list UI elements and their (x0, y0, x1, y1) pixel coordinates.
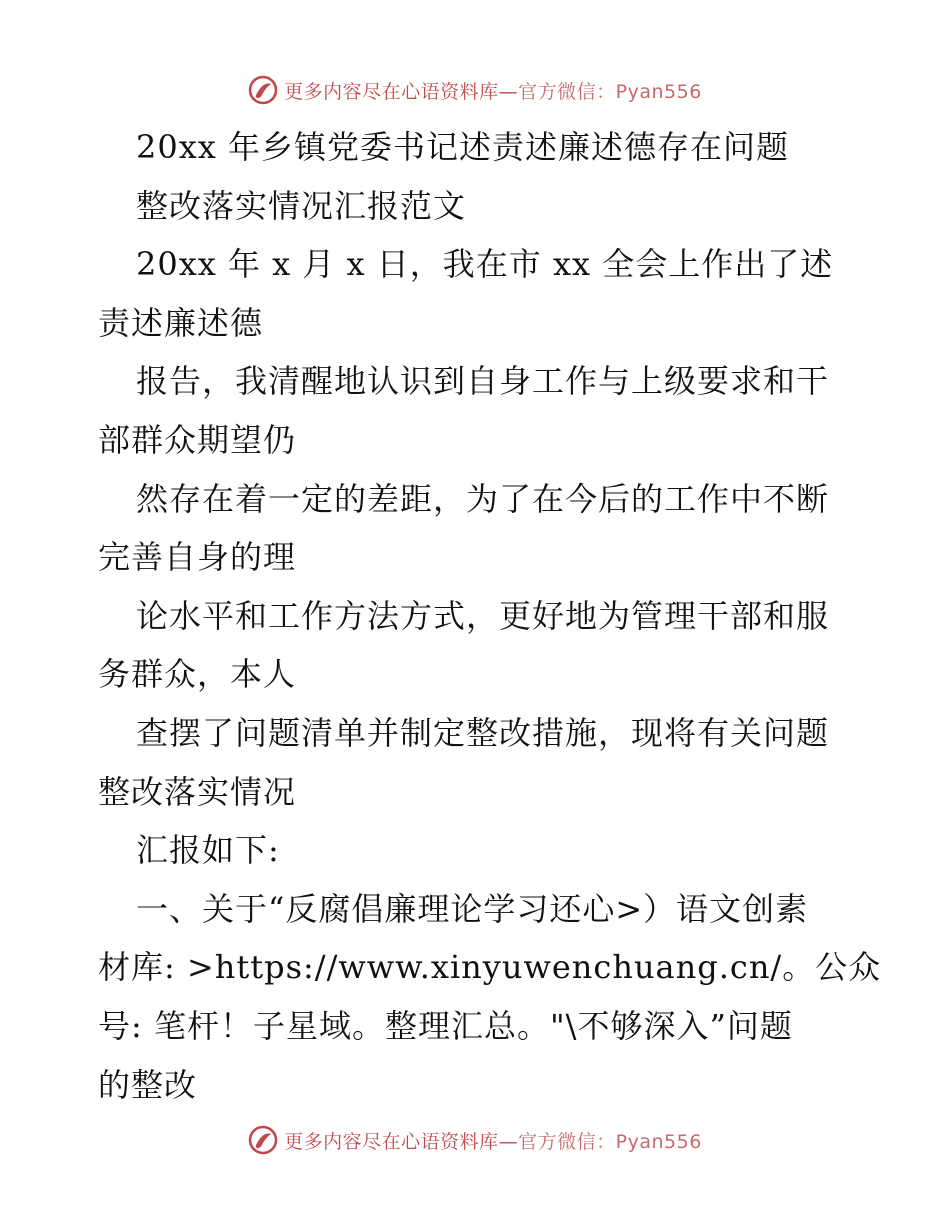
banner-text (284, 1127, 702, 1154)
banner-wechat-text: 官方微信：Pyan556 (518, 80, 702, 103)
text-line: 查摆了问题清单并制定整改措施，现将有关问题 (136, 713, 830, 752)
banner-main-text: 更多内容尽在心语资料库 (284, 1130, 499, 1153)
text-line: 论水平和工作方法方式，更好地为管理干部和服 (136, 596, 830, 635)
text-line: 一、关于“反腐倡廉理论学习还心>）语文创素 (136, 889, 809, 928)
banner-dash: — (498, 80, 519, 103)
text-line: 材库: >https://www.xinyuwenchuang.cn/。公众 (98, 948, 882, 987)
text-line: 完善自身的理 (98, 538, 297, 577)
text-line: 号: 笔杆！子星域。整理汇总。"\不够深入”问题 (98, 1006, 793, 1045)
header-watermark-banner (0, 70, 950, 110)
text-line: 务群众，本人 (98, 655, 297, 694)
footer-watermark-banner (0, 1120, 950, 1160)
logo-icon (248, 1125, 278, 1155)
banner-wechat-text: 官方微信：Pyan556 (518, 1130, 702, 1153)
text-line: 报告，我清醒地认识到自身工作与上级要求和干 (136, 362, 830, 401)
banner-text (284, 77, 702, 104)
text-line: 部群众期望仍 (98, 420, 297, 459)
text-line: 20xx 年 x 月 x 日，我在市 xx 全会上作出了述 (136, 245, 834, 284)
text-line: 20xx 年乡镇党委书记述责述廉述德存在问题 (136, 128, 789, 166)
text-line: 汇报如下: (136, 831, 280, 870)
text-line: 整改落实情况汇报范文 (136, 186, 467, 225)
logo-icon (248, 75, 278, 105)
text-line: 的整改 (98, 1065, 198, 1104)
banner-main-text: 更多内容尽在心语资料库 (284, 80, 499, 103)
banner-dash: — (498, 1130, 519, 1153)
text-line: 然存在着一定的差距，为了在今后的工作中不断 (136, 479, 830, 518)
text-line: 责述廉述德 (98, 303, 264, 342)
text-line: 整改落实情况 (98, 772, 297, 811)
document-body (98, 118, 882, 1114)
